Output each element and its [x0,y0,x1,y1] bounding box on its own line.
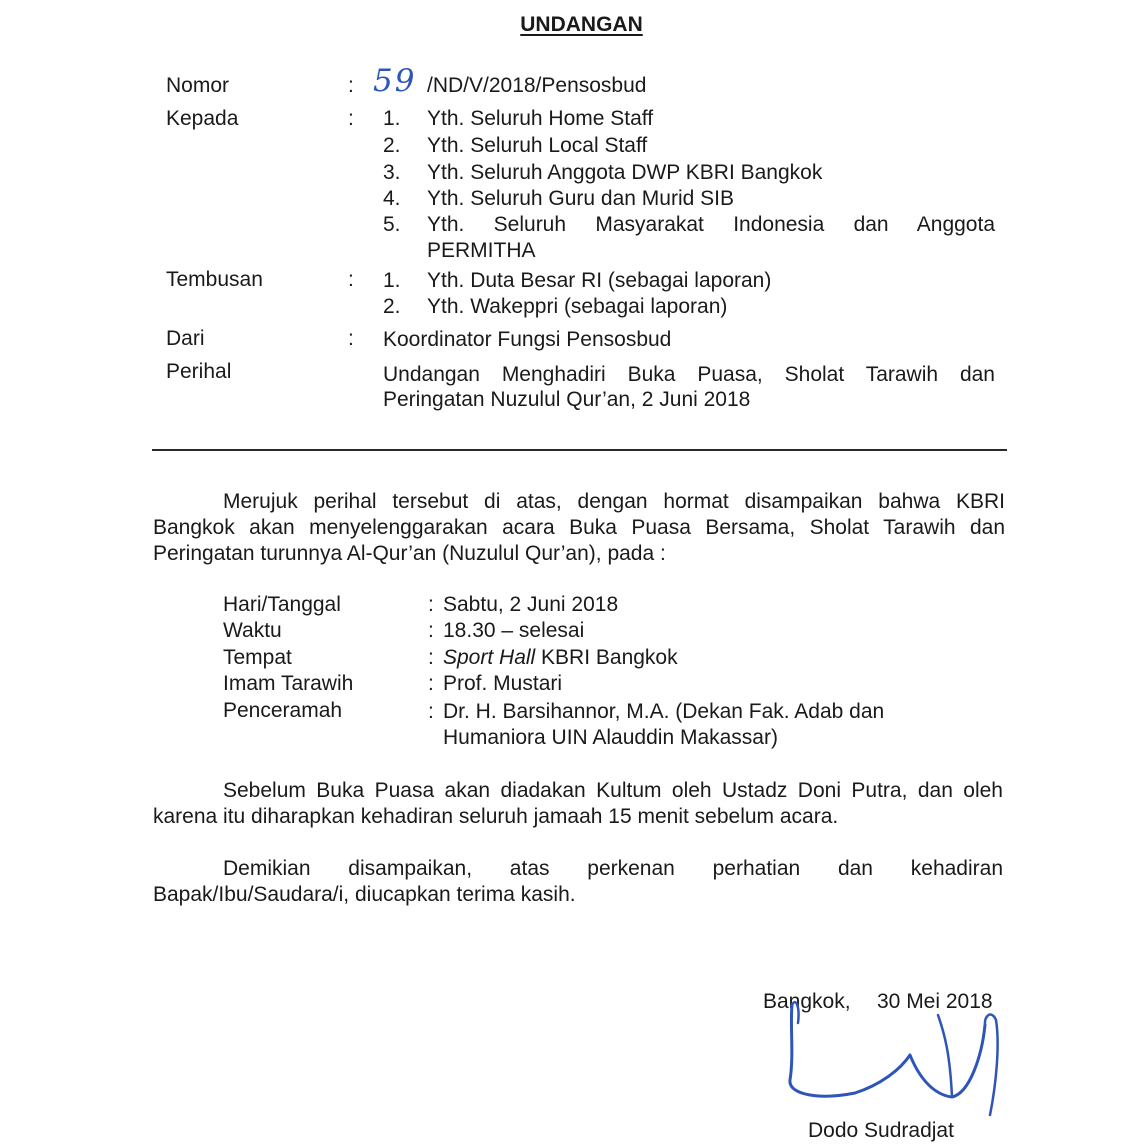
kepada-colon: : [348,107,354,130]
body-paragraph-line: Merujuk perihal tersebut di atas, dengan hormat disampaikan bahwa KBRI [223,490,1005,513]
closing-place: Bangkok, [763,990,851,1013]
kepada-item-text: Yth. Seluruh Home Staff [427,107,654,130]
detail-value: Prof. Mustari [443,672,563,695]
document-title: UNDANGAN [520,13,643,36]
kepada-item-num: 1. [383,107,401,130]
detail-colon: : [428,646,434,669]
tembusan-label: Tembusan [166,268,263,291]
body-paragraph-line: Bapak/Ibu/Saudara/i, diucapkan terima kasih. [153,883,576,906]
signature-icon [760,985,1010,1131]
detail-value: 18.30 – selesai [443,619,585,642]
kepada-item-num: 5. [383,213,401,236]
detail-label: Hari/Tanggal [223,593,341,616]
signer-name: Dodo Sudradjat [808,1119,954,1142]
body-paragraph-line: Bangkok akan menyelenggarakan acara Buka Puasa Bersama, Sholat Tarawih dan [153,516,1005,539]
detail-colon: : [428,619,434,642]
tembusan-item-text: Yth. Duta Besar RI (sebagai laporan) [427,269,772,292]
header-divider [152,449,1007,451]
tembusan-item-text: Yth. Wakeppri (sebagai laporan) [427,295,728,318]
kepada-label: Kepada [166,107,239,130]
nomor-label: Nomor [166,74,230,97]
detail-label: Penceramah [223,699,343,722]
detail-colon: : [428,593,434,616]
kepada-item-num: 3. [383,161,401,184]
perihal-line: Peringatan Nuzulul Qur’an, 2 Juni 2018 [383,388,751,411]
detail-value-cont: Humaniora UIN Alauddin Makassar) [443,726,778,749]
nomor-value: /ND/V/2018/Pensosbud [427,74,647,97]
kepada-item-num: 4. [383,187,401,210]
detail-value: Sport Hall KBRI Bangkok [443,646,678,669]
detail-label: Waktu [223,619,282,642]
perihal-label: Perihal [166,360,232,383]
tembusan-colon: : [348,268,354,291]
kepada-item-text-cont: PERMITHA [427,239,536,262]
dari-label: Dari [166,327,205,350]
nomor-colon: : [348,74,354,97]
kepada-item-num: 2. [383,134,401,157]
kepada-item-text: Yth. Seluruh Local Staff [427,134,648,157]
body-paragraph-line: Demikian disampaikan, atas perkenan perhatian dan kehadiran [223,857,1003,880]
dari-value: Koordinator Fungsi Pensosbud [383,328,672,351]
tembusan-item-num: 1. [383,269,401,292]
detail-colon: : [428,672,434,695]
kepada-item-text: Yth. Seluruh Masyarakat Indonesia dan Anggota [427,213,995,236]
detail-colon: : [428,700,434,723]
detail-value: Sabtu, 2 Juni 2018 [443,593,619,616]
kepada-item-text: Yth. Seluruh Guru dan Murid SIB [427,187,734,210]
detail-label: Tempat [223,646,292,669]
tembusan-item-num: 2. [383,295,401,318]
body-paragraph-line: karena itu diharapkan kehadiran seluruh jamaah 15 menit sebelum acara. [153,805,839,828]
dari-colon: : [348,327,354,350]
kepada-item-text: Yth. Seluruh Anggota DWP KBRI Bangkok [427,161,823,184]
handwritten-number: 59 [373,63,417,99]
perihal-line: Undangan Menghadiri Buka Puasa, Sholat Tarawih dan [383,363,995,386]
body-paragraph-line: Sebelum Buka Puasa akan diadakan Kultum oleh Ustadz Doni Putra, dan oleh [223,779,1003,802]
detail-value: Dr. H. Barsihannor, M.A. (Dekan Fak. Adab dan [443,700,885,723]
closing-date: 30 Mei 2018 [877,990,993,1013]
body-paragraph-line: Peringatan turunnya Al-Qur’an (Nuzulul Qur’an), pada : [153,542,666,565]
detail-label: Imam Tarawih [223,672,354,695]
